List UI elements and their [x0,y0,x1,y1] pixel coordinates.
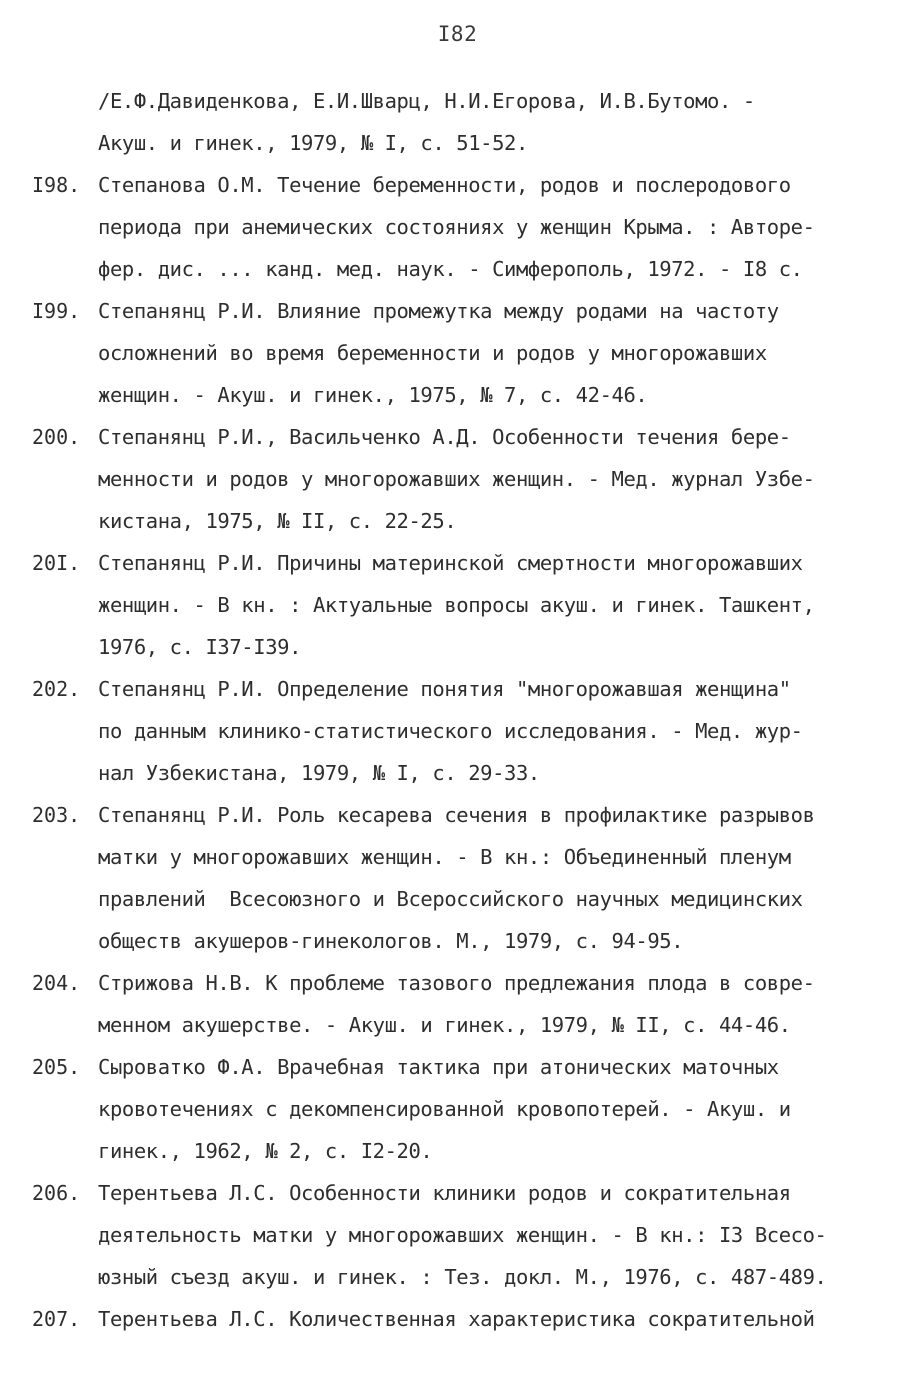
entry-number: 202. [32,677,81,701]
entry-line: кистана, 1975, № II, с. 22-25. [98,509,457,533]
entry-line: периода при анемических состояниях у женщин Крыма. : Авторе- [98,215,815,239]
entry-line: юзный съезд акуш. и гинек. : Тез. докл. М., 1976, с. 487-489. [98,1265,827,1289]
entry-number: 20I. [32,551,81,575]
entry-number: 206. [32,1181,81,1205]
entry-line: Стрижова Н.В. К проблеме тазового предлежания плода в совре- [98,971,815,995]
entry-line: матки у многорожавших женщин. - В кн.: Объединенный пленум [98,845,791,869]
bibliography-entry [32,80,892,164]
entry-line: фер. дис. ... канд. мед. наук. - Симферополь, 1972. - I8 с. [98,257,803,281]
entry-line: Степанянц Р.И., Васильченко А.Д. Особенности течения бере- [98,425,791,449]
bibliography-list [32,80,892,1340]
entry-text [98,1046,892,1172]
entry-text [98,1172,892,1298]
entry-number: 203. [32,803,81,827]
entry-line: Степанова О.М. Течение беременности, родов и послеродового [98,173,791,197]
entry-text [98,164,892,290]
bibliography-entry [32,542,892,668]
entry-text [98,542,892,668]
entry-line: Степанянц Р.И. Влияние промежутка между родами на частоту [98,299,779,323]
entry-line: нал Узбекистана, 1979, № I, с. 29-33. [98,761,540,785]
bibliography-entry [32,1298,892,1340]
entry-line: Степанянц Р.И. Роль кесарева сечения в профилактике разрывов [98,803,815,827]
entry-line: Терентьева Л.С. Особенности клиники родов и сократительная [98,1181,791,1205]
entry-line: гинек., 1962, № 2, с. I2-20. [98,1139,433,1163]
page-number: I82 [437,22,478,46]
entry-line: обществ акушеров-гинекологов. М., 1979, с. 94-95. [98,929,684,953]
entry-line: осложнений во время беременности и родов у многорожавших [98,341,767,365]
entry-text [98,794,892,962]
entry-line: 1976, с. I37-I39. [98,635,302,659]
entry-line: менности и родов у многорожавших женщин. - Мед. журнал Узбе- [98,467,815,491]
entry-number: I99. [32,299,81,323]
entry-text [98,290,892,416]
entry-line: /Е.Ф.Давиденкова, Е.И.Шварц, Н.И.Егорова, И.В.Бутомо. - [98,89,755,113]
entry-text [98,416,892,542]
bibliography-entry [32,164,892,290]
entry-text [98,962,892,1046]
bibliography-entry [32,794,892,962]
entry-number: I98. [32,173,81,197]
entry-text [98,668,892,794]
entry-number: 207. [32,1307,81,1331]
entry-line: Степанянц Р.И. Определение понятия "многорожавшая женщина" [98,677,791,701]
bibliography-entry [32,962,892,1046]
entry-line: кровотечениях с декомпенсированной кровопотерей. - Акуш. и [98,1097,791,1121]
entry-line: Степанянц Р.И. Причины материнской смертности многорожавших [98,551,803,575]
entry-line: Терентьева Л.С. Количественная характеристика сократительной [98,1307,815,1331]
entry-text [98,1298,892,1340]
bibliography-entry [32,290,892,416]
entry-number: 205. [32,1055,81,1079]
entry-line: женщин. - В кн. : Актуальные вопросы акуш. и гинек. Ташкент, [98,593,815,617]
bibliography-entry [32,416,892,542]
entry-line: женщин. - Акуш. и гинек., 1975, № 7, с. 42-46. [98,383,648,407]
bibliography-entry [32,668,892,794]
entry-number: 204. [32,971,81,995]
entry-line: по данным клинико-статистического исследования. - Мед. жур- [98,719,803,743]
entry-line: правлений Всесоюзного и Всероссийского научных медицинских [98,887,803,911]
entry-text [98,80,892,164]
bibliography-entry [32,1172,892,1298]
entry-line: деятельность матки у многорожавших женщин. - В кн.: I3 Всесо- [98,1223,827,1247]
entry-number: 200. [32,425,81,449]
entry-line: менном акушерстве. - Акуш. и гинек., 1979, № II, с. 44-46. [98,1013,791,1037]
entry-line: Акуш. и гинек., 1979, № I, с. 51-52. [98,131,528,155]
bibliography-entry [32,1046,892,1172]
entry-line: Сыроватко Ф.А. Врачебная тактика при атонических маточных [98,1055,779,1079]
